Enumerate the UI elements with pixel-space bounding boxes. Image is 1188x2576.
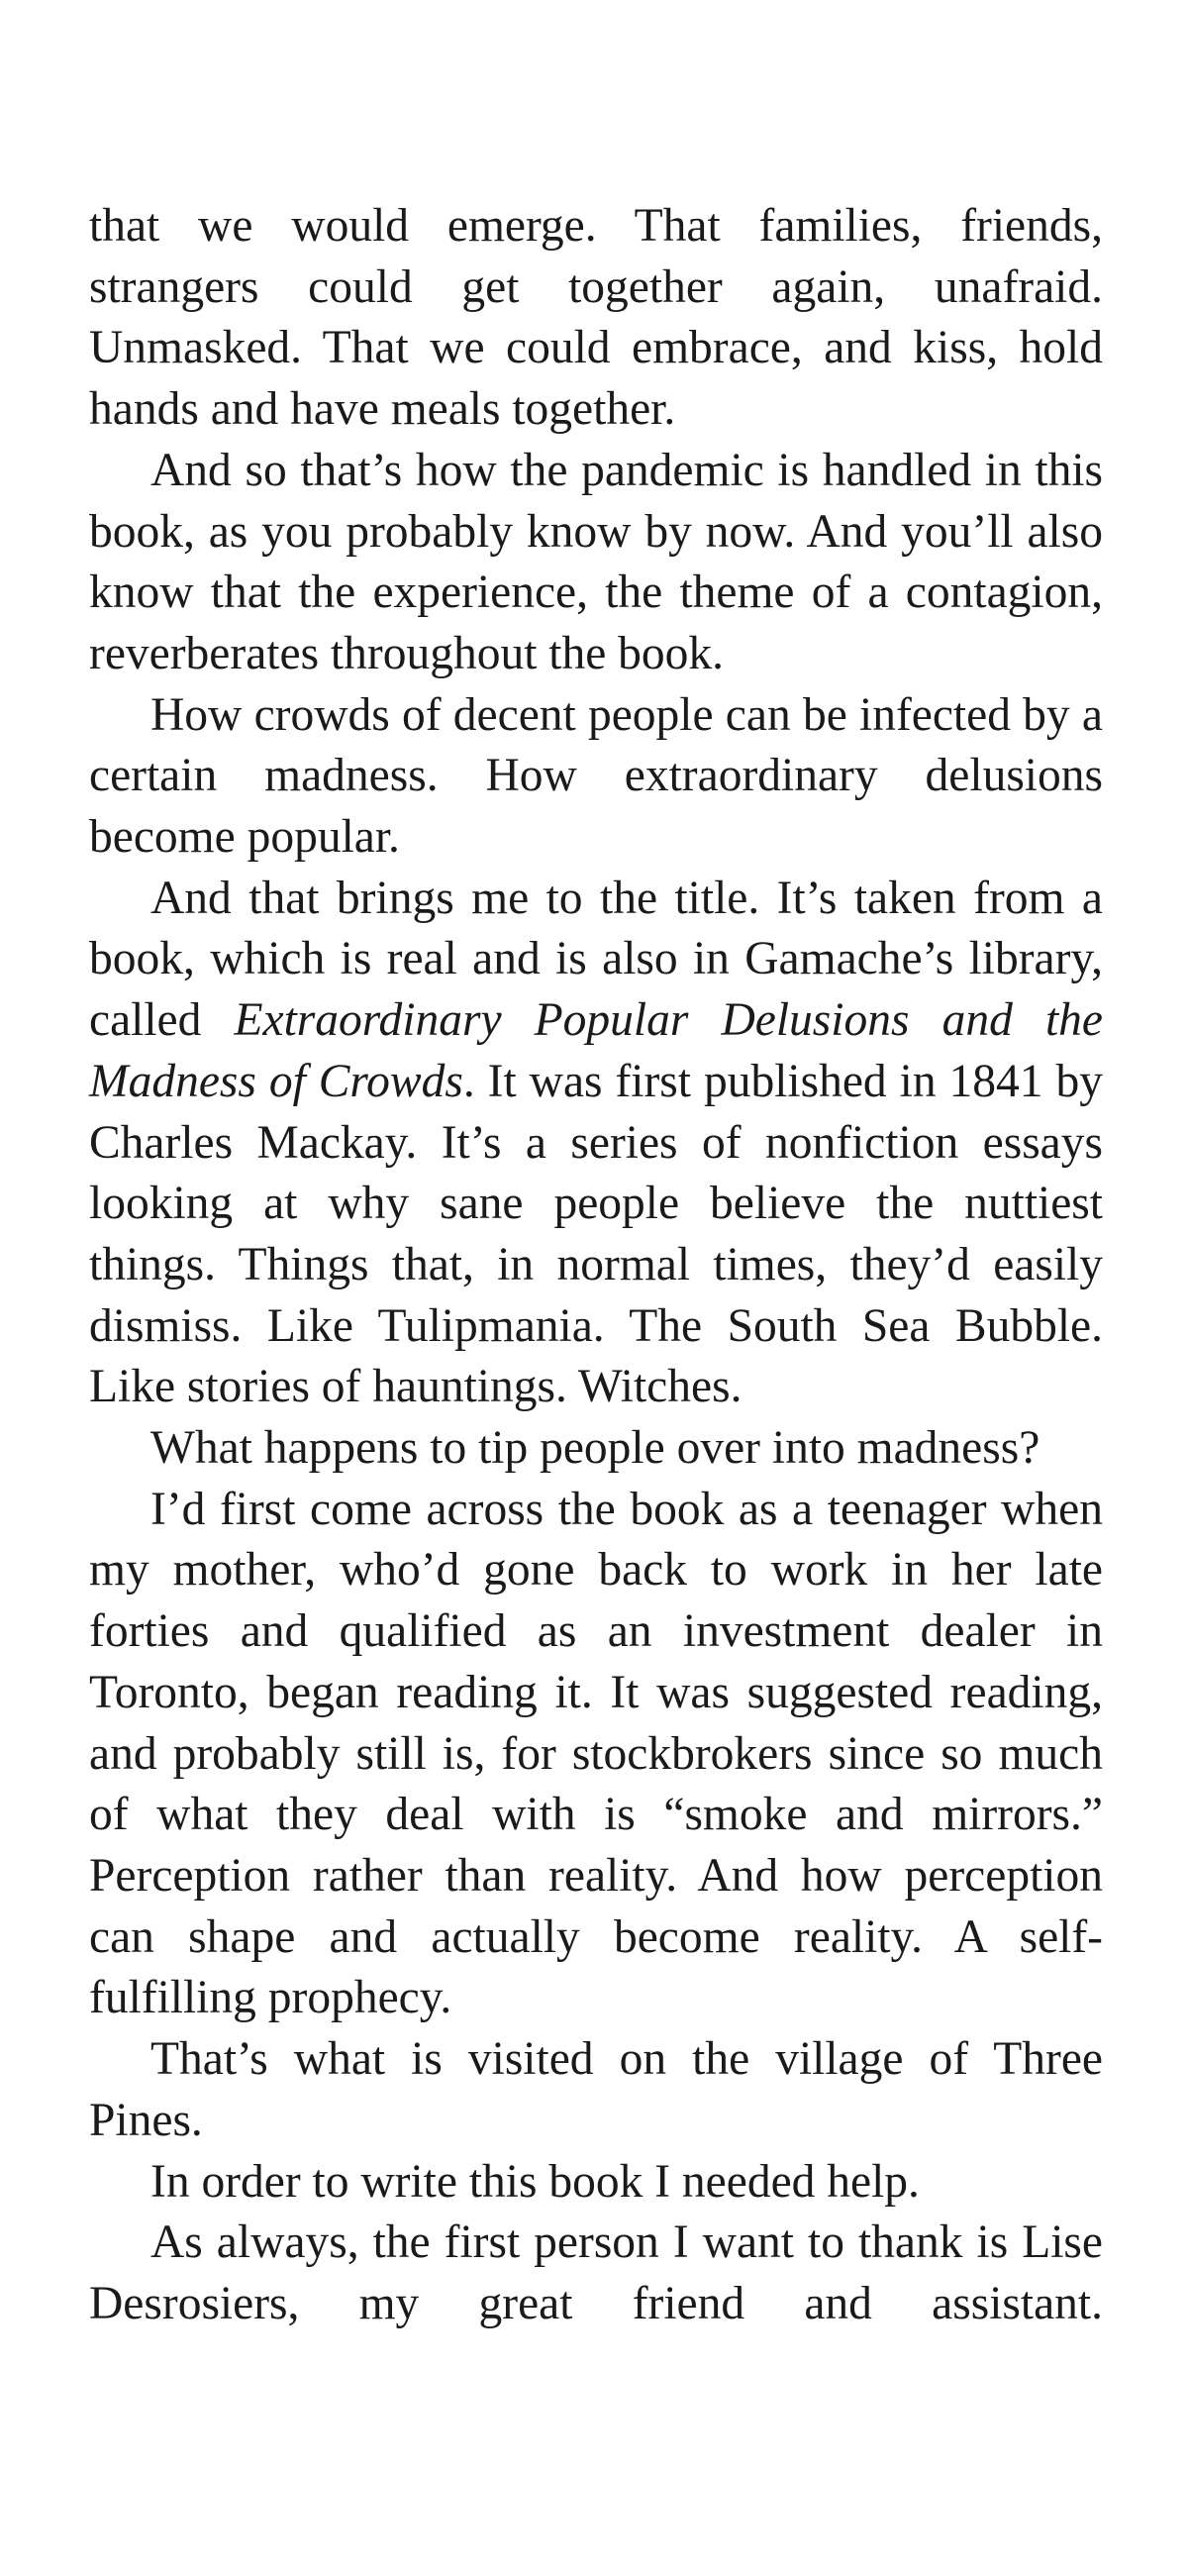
paragraph-2-text: And so that’s how the pandemic is handled in this book, as you probably know by now. And you’ll also know that the experience, the theme of a contagion, reverberates throughout the book. xyxy=(89,444,1103,679)
book-page xyxy=(89,196,1103,2335)
paragraph-7 xyxy=(89,2029,1103,2151)
paragraph-8-text: In order to write this book I needed help. xyxy=(150,2155,920,2208)
paragraph-4-text-start: And that brings me to the title. It’s taken from a book, which is real and is also in Gamache’s library, called xyxy=(89,872,1103,1047)
paragraph-1-text: that we would emerge. That families, friends, strangers could get together again, unafraid. Unmasked. That we could embrace, and kiss, hold hands and have meals together. xyxy=(89,200,1103,436)
paragraph-4-text-end: . It was first published in 1841 by Charles Mackay. It’s a series of nonfiction essays looking at why sane people believe the nuttiest things. Things that, in normal times, they’d easily dismiss. Like Tulipmania. The South Sea Bubble. Like stories of hauntings. Witches. xyxy=(89,1055,1104,1413)
paragraph-1 xyxy=(89,196,1103,441)
paragraph-3-text: How crowds of decent people can be infected by a certain madness. How extraordinary delusions become popular. xyxy=(89,688,1103,864)
paragraph-4 xyxy=(89,869,1103,1418)
paragraph-5-text: What happens to tip people over into madness? xyxy=(150,1422,1040,1475)
paragraph-2 xyxy=(89,441,1103,685)
paragraph-6-text: I’d first come across the book as a teenager when my mother, who’d gone back to work in her late forties and qualified as an investment dealer in Toronto, began reading it. It was suggested reading, and probably still is, for stockbrokers since so much of what they deal with is “smoke and mirrors.” Perception rather than reality. And how perception can shape and actually become reality. A self-fulfilling prophecy. xyxy=(89,1483,1103,2024)
paragraph-8 xyxy=(89,2152,1103,2214)
paragraph-6 xyxy=(89,1480,1103,2029)
paragraph-7-text: That’s what is visited on the village of Three Pines. xyxy=(89,2033,1103,2146)
paragraph-9 xyxy=(89,2213,1103,2334)
book-title-italic: Extraordinary Popular Delusions and the Madness of Crowds xyxy=(89,994,1103,1107)
paragraph-9-text: As always, the first person I want to thank is Lise Desrosiers, my great friend and assistant. xyxy=(89,2216,1103,2329)
paragraph-3 xyxy=(89,685,1103,869)
paragraph-5 xyxy=(89,1418,1103,1480)
